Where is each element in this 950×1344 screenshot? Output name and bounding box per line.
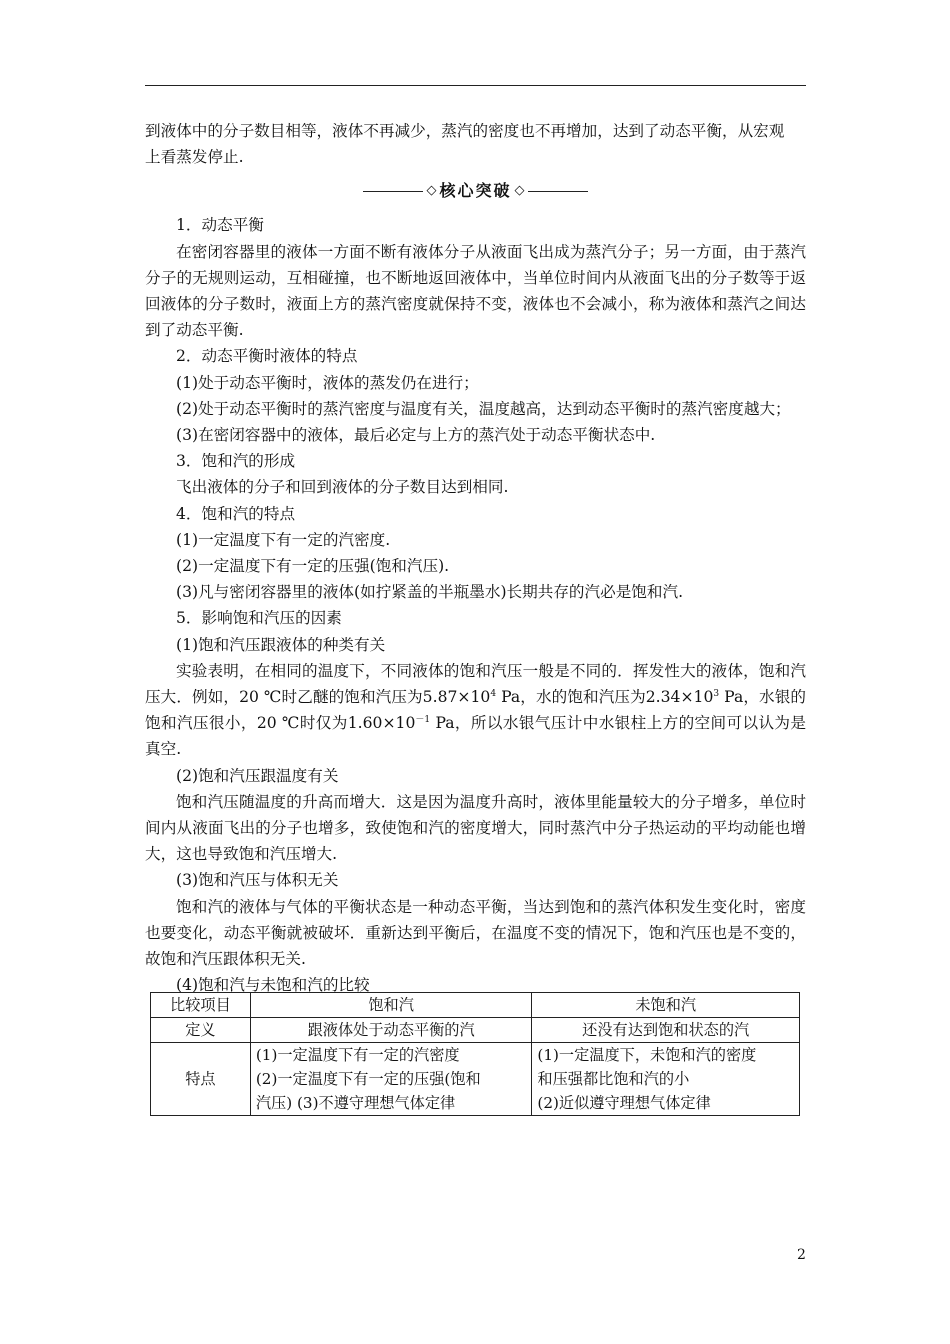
text-run: 实验表明，在相同的温度下，不同液体的饱和汽压一般是不同的．挥发性大的液体，饱和汽压大．例如，20 ℃时乙醚的饱和汽压为5.87×10 <box>145 661 806 707</box>
s2-item-3: (3)在密闭容器中的液体，最后必定与上方的蒸汽处于动态平衡状态中. <box>176 426 656 445</box>
comparison-table <box>150 992 800 1116</box>
s5-paragraph-2: 饱和汽压随温度的升高而增大．这是因为温度升高时，液体里能量较大的分子增多，单位时间内从液面飞出的分子也增多，致使饱和汽的密度增大，同时蒸汽中分子热运动的平均动能也增大，这也导致饱和汽压增大. <box>145 792 806 864</box>
s2-item-1: (1)处于动态平衡时，液体的蒸发仍在进行； <box>176 373 479 392</box>
cell-line: (2)一定温度下有一定的压强(饱和 <box>255 1070 481 1088</box>
s2-title: 2．动态平衡时液体的特点 <box>176 347 358 366</box>
intro-line-1: 到液体中的分子数目相等，液体不再减少，蒸汽的密度也不再增加，达到了动态平衡，从宏观 <box>145 122 785 140</box>
table-row <box>151 1043 800 1116</box>
section-title: 核心突破 <box>439 181 512 201</box>
cell-line: (2)近似遵守理想气体定律 <box>537 1094 711 1112</box>
s4-item-3: (3)凡与密闭容器里的液体(如拧紧盖的半瓶墨水)长期共存的汽必是饱和汽. <box>176 583 684 602</box>
exponent: 4 <box>490 689 497 700</box>
document-body <box>145 118 806 999</box>
s4-item-1: (1)一定温度下有一定的汽密度. <box>176 530 391 549</box>
table-cell <box>532 1043 800 1116</box>
header-rule <box>145 85 806 86</box>
table-header-item: 比较项目 <box>151 993 251 1018</box>
cell-line: 汽压) (3)不遵守理想气体定律 <box>255 1094 456 1112</box>
s5-sub-1: (1)饱和汽压跟液体的种类有关 <box>176 635 386 654</box>
cell-line: (1)一定温度下有一定的汽密度 <box>255 1046 460 1064</box>
s5-paragraph-1 <box>145 658 806 763</box>
s5-paragraph-3: 饱和汽的液体与气体的平衡状态是一种动态平衡，当达到饱和的蒸汽体积发生变化时，密度也要变化，动态平衡就被破坏．重新达到平衡后，在温度不变的情况下，饱和汽压也是不变的，故饱和汽压跟体积无关. <box>145 897 806 969</box>
text-run: Pa，所以水银气压计中水银柱上方的空间可以认为是真空. <box>145 714 807 759</box>
heading-rule-right <box>528 191 588 192</box>
exponent: 3 <box>713 689 720 700</box>
s5-title: 5．影响饱和汽压的因素 <box>176 609 342 628</box>
cell-line: 和压强都比饱和汽的小 <box>537 1070 690 1088</box>
table-row <box>151 993 800 1018</box>
table-header-unsaturated: 未饱和汽 <box>532 993 800 1018</box>
section-heading <box>145 176 806 206</box>
table-cell-label: 特点 <box>151 1043 251 1116</box>
diamond-icon: ◇ <box>426 183 437 199</box>
heading-rule-left <box>363 191 423 192</box>
diamond-icon: ◇ <box>514 183 525 199</box>
table-cell: 还没有达到饱和状态的汽 <box>532 1018 800 1043</box>
s1-paragraph: 在密闭容器里的液体一方面不断有液体分子从液面飞出成为蒸汽分子；另一方面，由于蒸汽分子的无规则运动，互相碰撞，也不断地返回液体中，当单位时间内从液面飞出的分子数等于返回液体的分子数时，液面上方的蒸汽密度就保持不变，液体也不会减小，称为液体和蒸汽之间达到了动态平衡. <box>145 242 806 340</box>
s5-sub-2: (2)饱和汽压跟温度有关 <box>176 766 339 785</box>
s4-title: 4．饱和汽的特点 <box>176 504 296 523</box>
table-row <box>151 1018 800 1043</box>
text-run: Pa，水的饱和汽压为2.34×10 <box>496 688 714 707</box>
page-number: 2 <box>797 1247 806 1263</box>
s4-item-2: (2)一定温度下有一定的压强(饱和汽压). <box>176 557 450 576</box>
table-cell: 跟液体处于动态平衡的汽 <box>250 1018 532 1043</box>
s3-paragraph: 飞出液体的分子和回到液体的分子数目达到相同. <box>176 478 509 497</box>
intro-line-2: 上看蒸发停止. <box>145 148 244 167</box>
s2-item-2: (2)处于动态平衡时的蒸汽密度与温度有关，温度越高，达到动态平衡时的蒸汽密度越大； <box>176 399 791 418</box>
exponent: －1 <box>415 715 431 726</box>
cell-line: (1)一定温度下，未饱和汽的密度 <box>537 1046 757 1064</box>
s1-title: 1．动态平衡 <box>176 216 264 235</box>
table-cell-label: 定义 <box>151 1018 251 1043</box>
text-run: Pa，水银的饱和汽压很小，20 ℃时仅为1.60×10 <box>145 688 806 733</box>
table-cell <box>250 1043 532 1116</box>
s5-sub-4: (4)饱和汽与未饱和汽的比较 <box>176 976 370 995</box>
table-header-saturated: 饱和汽 <box>250 993 532 1018</box>
s5-sub-3: (3)饱和汽压与体积无关 <box>176 871 339 890</box>
s3-title: 3．饱和汽的形成 <box>176 452 296 471</box>
